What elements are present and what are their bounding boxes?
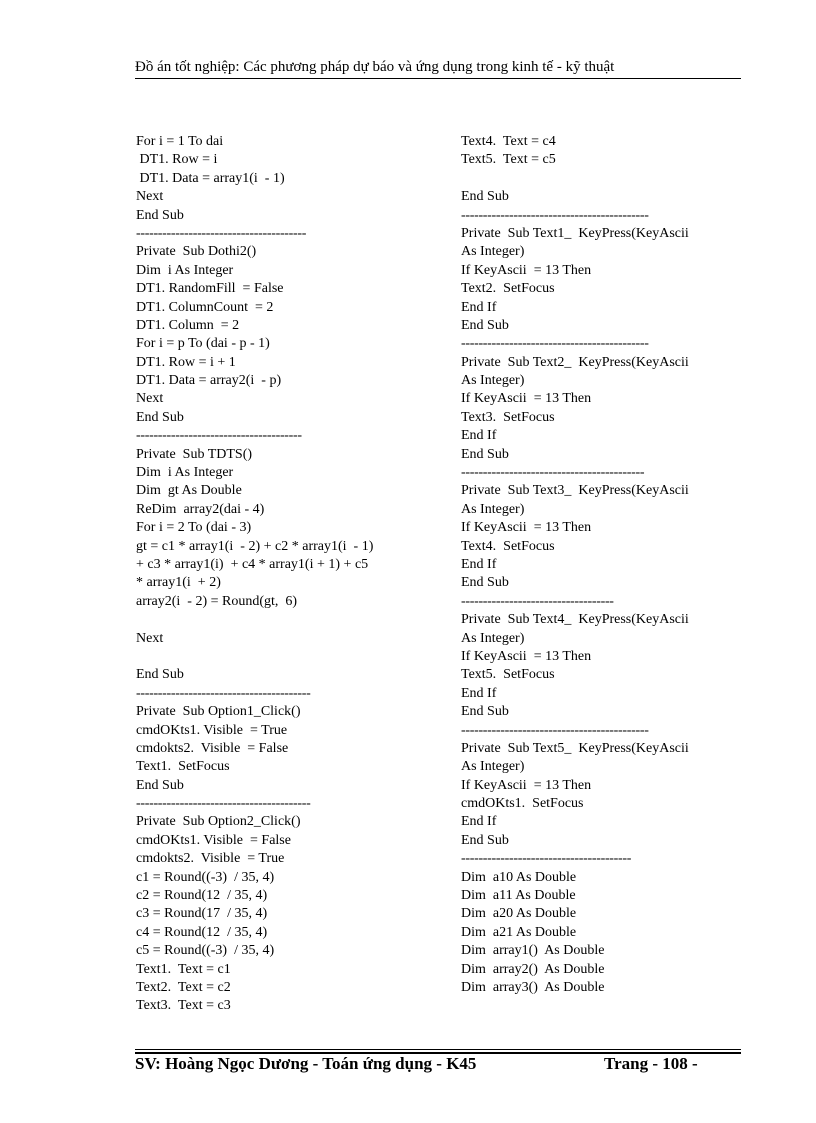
code-line: cmdOKts1. SetFocus — [461, 796, 584, 812]
code-line: DT1. Row = i + 1 — [136, 354, 236, 370]
code-line: cmdOKts1. Visible = False — [136, 832, 291, 848]
code-column-right — [461, 133, 751, 997]
code-line: Text3. Text = c3 — [136, 998, 231, 1014]
code-line: Text4. SetFocus — [461, 538, 555, 554]
code-line: End If — [461, 814, 497, 830]
code-line: End Sub — [136, 207, 184, 223]
code-line — [136, 611, 446, 629]
code-line: Dim gt As Double — [136, 483, 242, 499]
code-line: Text3. SetFocus — [461, 409, 555, 425]
code-line: End Sub — [461, 317, 509, 333]
code-line: -------------------------------------- — [136, 428, 302, 444]
code-line: array2(i - 2) = Round(gt, 6) — [136, 593, 298, 609]
code-line: As Integer) — [461, 501, 525, 517]
code-line: ------------------------------------------ — [461, 465, 645, 481]
code-line: ------------------------------------------- — [461, 336, 649, 352]
code-line: --------------------------------------- — [461, 851, 632, 867]
code-column-left — [136, 133, 446, 1016]
code-line: DT1. Data = array1(i - 1) — [136, 170, 285, 186]
code-line: If KeyAscii = 13 Then — [461, 777, 592, 793]
code-line: ---------------------------------------- — [136, 685, 311, 701]
code-line: End Sub — [461, 575, 509, 591]
code-line: End If — [461, 556, 497, 572]
code-line: Private Sub Text3_ KeyPress(KeyAscii — [461, 483, 689, 499]
code-line: Dim array1() As Double — [461, 943, 605, 959]
code-line: Text1. SetFocus — [136, 759, 230, 775]
code-line: For i = 2 To (dai - 3) — [136, 520, 252, 536]
footer-student-info: SV: Hoàng Ngọc Dương - Toán ứng dụng - K45 — [135, 1054, 477, 1073]
code-line: * array1(i + 2) — [136, 575, 221, 591]
code-line: If KeyAscii = 13 Then — [461, 648, 592, 664]
code-line: Text2. SetFocus — [461, 281, 555, 297]
code-line: End Sub — [461, 446, 509, 462]
code-line: c2 = Round(12 / 35, 4) — [136, 888, 268, 904]
code-line: Dim array2() As Double — [461, 961, 605, 977]
footer-page-number: Trang - 108 - — [604, 1054, 698, 1073]
header-divider — [135, 78, 741, 79]
code-line: DT1. Data = array2(i - p) — [136, 373, 282, 389]
code-line: Text1. Text = c1 — [136, 961, 231, 977]
code-line: End Sub — [136, 409, 184, 425]
code-line: Private Sub TDTS() — [136, 446, 253, 462]
code-line: c4 = Round(12 / 35, 4) — [136, 924, 268, 940]
code-line: For i = p To (dai - p - 1) — [136, 336, 270, 352]
code-line: If KeyAscii = 13 Then — [461, 520, 592, 536]
code-line: Private Sub Option1_Click() — [136, 704, 301, 720]
code-line: ReDim array2(dai - 4) — [136, 501, 265, 517]
code-line: cmdokts2. Visible = False — [136, 740, 289, 756]
code-line: ------------------------------------------- — [461, 207, 649, 223]
code-line: DT1. ColumnCount = 2 — [136, 299, 274, 315]
code-line: If KeyAscii = 13 Then — [461, 391, 592, 407]
code-line: Next — [136, 630, 164, 646]
code-line: Dim i As Integer — [136, 262, 234, 278]
code-line: End If — [461, 685, 497, 701]
footer-divider-top — [135, 1049, 741, 1050]
code-line: Private Sub Text4_ KeyPress(KeyAscii — [461, 612, 689, 628]
page-header-title: Đồ án tốt nghiệp: Các phương pháp dự báo và ứng dụng trong kinh tế - kỹ thuật — [135, 59, 615, 75]
code-line: c5 = Round((-3) / 35, 4) — [136, 943, 275, 959]
code-line: Dim a11 As Double — [461, 888, 576, 904]
code-line: Private Sub Text2_ KeyPress(KeyAscii — [461, 354, 689, 370]
code-line: Text2. Text = c2 — [136, 979, 231, 995]
code-line: Text5. Text = c5 — [461, 152, 556, 168]
code-line: Next — [136, 391, 164, 407]
code-line: For i = 1 To dai — [136, 134, 224, 149]
code-line: As Integer) — [461, 630, 525, 646]
code-line: End Sub — [136, 667, 184, 683]
code-line: Private Sub Text1_ KeyPress(KeyAscii — [461, 225, 689, 241]
code-line: Dim a21 As Double — [461, 924, 577, 940]
code-line: gt = c1 * array1(i - 2) + c2 * array1(i - 1) — [136, 538, 374, 554]
code-line: ------------------------------------------- — [461, 722, 649, 738]
code-line: Text5. SetFocus — [461, 667, 555, 683]
code-line: Text4. Text = c4 — [461, 134, 556, 149]
code-line: c3 = Round(17 / 35, 4) — [136, 906, 268, 922]
code-line: As Integer) — [461, 244, 525, 260]
code-line: Private Sub Option2_Click() — [136, 814, 301, 830]
code-line: cmdOKts1. Visible = True — [136, 722, 288, 738]
code-line: End Sub — [461, 189, 509, 205]
code-line: Private Sub Text5_ KeyPress(KeyAscii — [461, 740, 689, 756]
code-line: As Integer) — [461, 759, 525, 775]
code-line: DT1. Row = i — [136, 152, 218, 168]
code-line: Private Sub Dothi2() — [136, 244, 257, 260]
code-line: cmdokts2. Visible = True — [136, 851, 285, 867]
code-line: ----------------------------------- — [461, 593, 614, 609]
code-line: c1 = Round((-3) / 35, 4) — [136, 869, 275, 885]
code-line — [136, 648, 446, 666]
code-line: ---------------------------------------- — [136, 796, 311, 812]
code-line: End Sub — [461, 704, 509, 720]
code-line: As Integer) — [461, 373, 525, 389]
code-line: End Sub — [136, 777, 184, 793]
code-line: Next — [136, 189, 164, 205]
code-line: DT1. Column = 2 — [136, 317, 240, 333]
code-line: End Sub — [461, 832, 509, 848]
code-line: DT1. RandomFill = False — [136, 281, 284, 297]
code-line — [461, 170, 751, 188]
code-line: End If — [461, 428, 497, 444]
code-line: --------------------------------------- — [136, 225, 307, 241]
code-line: Dim array3() As Double — [461, 979, 605, 995]
code-line: End If — [461, 299, 497, 315]
code-line: Dim a20 As Double — [461, 906, 577, 922]
code-line: + c3 * array1(i) + c4 * array1(i + 1) + c5 — [136, 556, 369, 572]
code-line: If KeyAscii = 13 Then — [461, 262, 592, 278]
code-line: Dim a10 As Double — [461, 869, 577, 885]
code-line: Dim i As Integer — [136, 465, 234, 481]
